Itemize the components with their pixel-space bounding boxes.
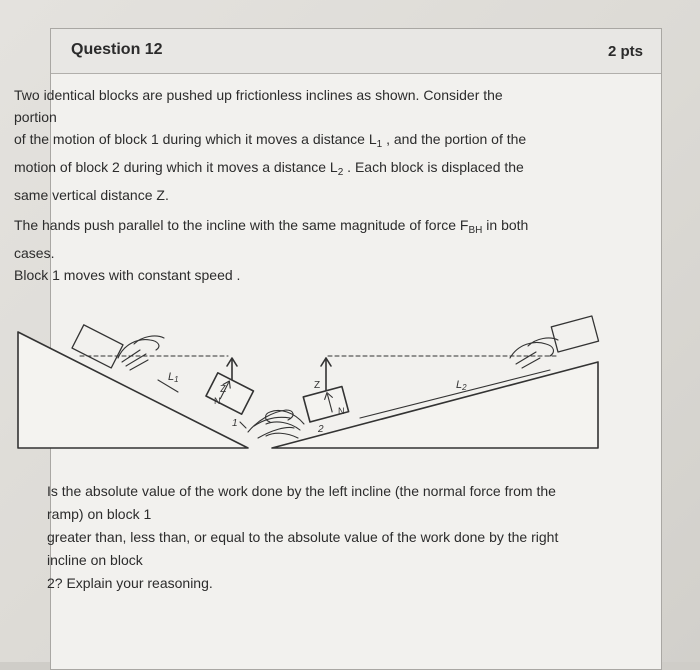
intro-line: motion of block 2 during which it moves a distance $L_2$ . Each block is displaced the (14, 159, 524, 178)
force-line: The hands push parallel to the incline with the same magnitude of force $F_{BH}$ in both (14, 217, 529, 236)
left-l1-label: L1 (168, 371, 179, 384)
question-prompt (47, 480, 647, 595)
left-block-top (72, 325, 123, 368)
left-z-label: Z (220, 384, 227, 395)
question-line: Is the absolute value of the work done by the left incline (the normal force from the (47, 483, 556, 499)
question-title: Question 12 (71, 41, 163, 58)
right-block-top (551, 316, 598, 352)
right-n-label: N (338, 406, 345, 416)
question-line: 2? Explain your reasoning. (47, 575, 213, 591)
question-line: ramp) on block 1 (47, 506, 152, 522)
right-l2-label: L2 (456, 379, 467, 392)
right-block-label: 2 (318, 424, 324, 435)
right-block-bottom (303, 387, 348, 422)
right-z-label: Z (314, 380, 321, 391)
question-header (51, 29, 661, 74)
question-line: greater than, less than, or equal to the absolute value of the work done by the right (47, 529, 559, 545)
force-line: cases. (14, 245, 55, 261)
left-n-label: N (214, 396, 221, 406)
intro-line: of the motion of block 1 during which it moves a distance $L_1$ , and the portion of the (14, 131, 527, 150)
question-points: 2 pts (607, 43, 643, 60)
force-line: Block 1 moves with constant speed . (14, 267, 241, 283)
left-top-hand (118, 336, 164, 370)
question-body (14, 84, 594, 286)
question-line: incline on block (47, 552, 143, 568)
right-top-hand (510, 338, 558, 368)
left-block-label: 1 (232, 418, 238, 429)
intro-line: same vertical distance Z. (14, 187, 169, 203)
intro-line: Two identical blocks are pushed up frictionless inclines as shown. Consider the (14, 87, 503, 103)
inclines-figure (10, 300, 600, 460)
intro-line: portion (14, 109, 57, 125)
left-block-bottom (206, 373, 253, 414)
